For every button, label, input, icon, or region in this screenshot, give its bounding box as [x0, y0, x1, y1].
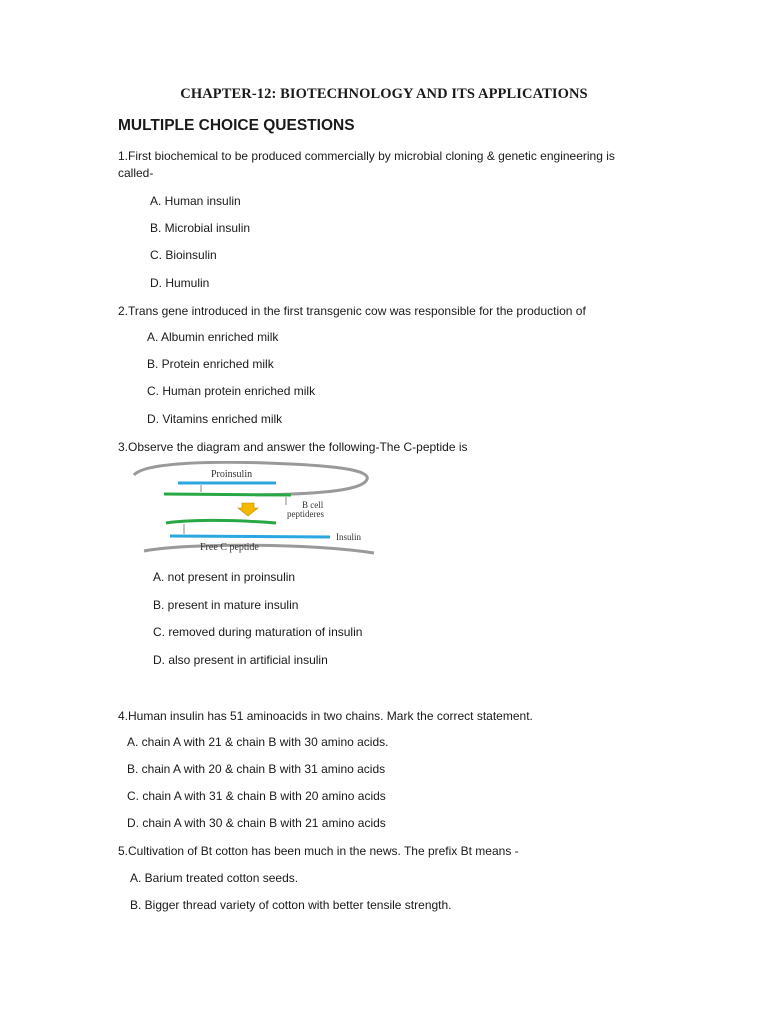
q5-option-b: B. Bigger thread variety of cotton with better tensile strength. — [130, 898, 452, 912]
q1-option-b: B. Microbial insulin — [150, 221, 251, 235]
q1-option-c: C. Bioinsulin — [150, 248, 217, 262]
q4-option-d: D. chain A with 30 & chain B with 21 amino acids — [127, 816, 386, 830]
label-proinsulin: Proinsulin — [211, 469, 253, 480]
question-2: 2.Trans gene introduced in the first transgenic cow was responsible for the production of — [118, 304, 586, 318]
q3-option-c: C. removed during maturation of insulin — [153, 625, 363, 639]
processing-arrow-icon — [238, 503, 258, 516]
label-peptideres: peptideres — [287, 509, 324, 519]
q3-option-a: A. not present in proinsulin — [153, 570, 296, 584]
b-chain-bottom — [166, 520, 276, 523]
q4-option-b: B. chain A with 20 & chain B with 31 amino acids — [127, 762, 386, 776]
q4-option-c: C. chain A with 31 & chain B with 20 amino acids — [127, 789, 386, 803]
question-5: 5.Cultivation of Bt cotton has been much in the news. The prefix Bt means - — [118, 844, 519, 858]
b-chain-top — [164, 494, 291, 495]
q3-option-b: B. present in mature insulin — [153, 598, 299, 612]
section-heading: MULTIPLE CHOICE QUESTIONS — [118, 117, 355, 134]
question-4: 4.Human insulin has 51 aminoacids in two chains. Mark the correct statement. — [118, 709, 533, 723]
q2-option-b: B. Protein enriched milk — [147, 357, 274, 371]
label-bcell: B cell — [302, 500, 324, 510]
q3-option-d: D. also present in artificial insulin — [153, 653, 328, 667]
q2-option-d: D. Vitamins enriched milk — [147, 412, 283, 426]
free-c-peptide-arc — [144, 545, 374, 553]
label-free-c-peptide: Free C peptide — [200, 542, 259, 553]
q4-option-a: A. chain A with 21 & chain B with 30 amino acids. — [127, 735, 389, 749]
proinsulin-diagram — [126, 461, 390, 557]
q5-option-a: A. Barium treated cotton seeds. — [130, 871, 299, 885]
q1-option-d: D. Humulin — [150, 276, 210, 290]
label-insulin: Insulin — [336, 532, 362, 542]
q2-option-c: C. Human protein enriched milk — [147, 384, 316, 398]
q2-option-a: A. Albumin enriched milk — [147, 330, 279, 344]
page-title: CHAPTER-12: BIOTECHNOLOGY AND ITS APPLICATIONS — [180, 86, 588, 102]
question-3: 3.Observe the diagram and answer the following-The C-peptide is — [118, 440, 468, 454]
question-1: 1.First biochemical to be produced commercially by microbial cloning & genetic engineering is called- — [118, 149, 615, 180]
q1-option-a: A. Human insulin — [150, 194, 241, 208]
a-chain-bottom — [170, 536, 330, 537]
